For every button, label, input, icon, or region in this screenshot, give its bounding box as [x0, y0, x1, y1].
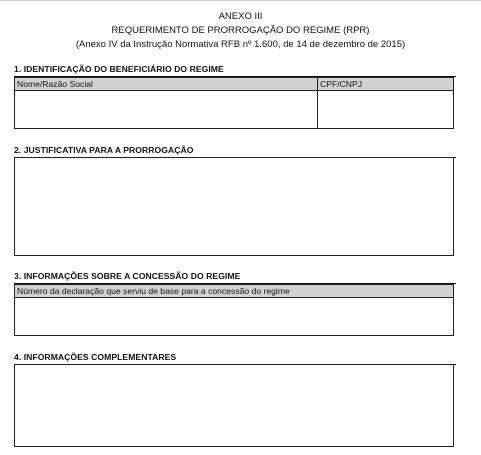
- legal-reference: (Anexo IV da Instrução Normativa RFB nº 1.600, de 14 de dezembro de 2015): [75, 39, 406, 50]
- document-header: [0, 10, 481, 52]
- section-1-title: 1. IDENTIFICAÇÃO DO BENEFICIÁRIO DO REGIME: [14, 64, 456, 77]
- section-3-title: 3. INFORMAÇÕES SOBRE A CONCESSÃO DO REGIME: [14, 271, 456, 284]
- declaration-number-field[interactable]: [14, 284, 454, 336]
- cpf-cnpj-label: CPF/CNPJ: [318, 78, 453, 91]
- cpf-cnpj-field[interactable]: [318, 78, 453, 128]
- name-field[interactable]: [15, 78, 317, 128]
- name-label: Nome/Razão Social: [15, 78, 317, 91]
- section-4-title: 4. INFORMAÇÕES COMPLEMENTARES: [14, 352, 456, 365]
- complementary-info-field[interactable]: [14, 364, 454, 447]
- section-2-title: 2. JUSTIFICATIVA PARA A PRORROGAÇÃO: [14, 145, 456, 158]
- annex-label: ANEXO III: [218, 11, 263, 22]
- top-rule: [0, 0, 481, 1]
- form-title: REQUERIMENTO DE PRORROGAÇÃO DO REGIME (RPR): [111, 25, 370, 36]
- justification-field[interactable]: [14, 157, 454, 256]
- beneficiary-box: [14, 77, 454, 129]
- declaration-number-label: Número da declaração que serviu de base para a concessão do regime: [15, 285, 453, 298]
